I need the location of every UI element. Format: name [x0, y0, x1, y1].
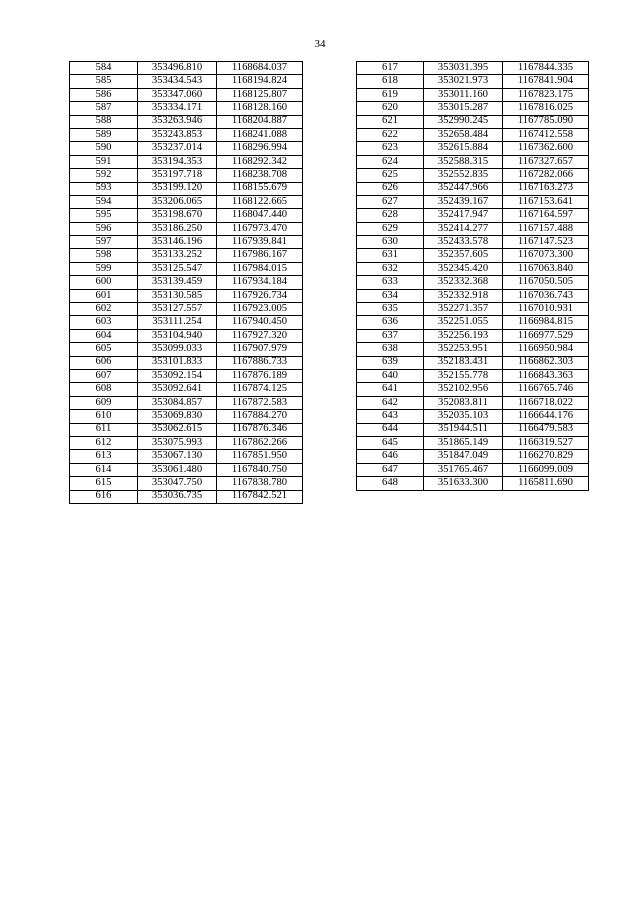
point-number-cell: 605: [70, 343, 138, 356]
point-number-cell: 640: [357, 369, 424, 382]
y-coordinate-cell: 1166862.303: [503, 356, 589, 369]
y-coordinate-cell: 1168296.994: [217, 142, 303, 155]
point-number-cell: 598: [70, 249, 138, 262]
x-coordinate-cell: 352332.368: [424, 276, 503, 289]
x-coordinate-cell: 353434.543: [138, 75, 217, 88]
point-number-cell: 626: [357, 182, 424, 195]
x-coordinate-cell: 352345.420: [424, 262, 503, 275]
x-coordinate-cell: 352414.277: [424, 222, 503, 235]
y-coordinate-cell: 1165811.690: [503, 477, 589, 490]
point-number-cell: 625: [357, 169, 424, 182]
table-row: [357, 276, 589, 289]
x-coordinate-cell: 353206.065: [138, 195, 217, 208]
point-number-cell: 599: [70, 262, 138, 275]
y-coordinate-cell: 1167907.979: [217, 343, 303, 356]
table-row: [357, 155, 589, 168]
table-row: [70, 88, 303, 101]
point-number-cell: 607: [70, 369, 138, 382]
point-number-cell: 642: [357, 396, 424, 409]
y-coordinate-cell: 1167927.320: [217, 329, 303, 342]
x-coordinate-cell: 353061.480: [138, 463, 217, 476]
table-row: [357, 289, 589, 302]
y-coordinate-cell: 1167986.167: [217, 249, 303, 262]
table-row: [70, 195, 303, 208]
point-number-cell: 606: [70, 356, 138, 369]
point-number-cell: 619: [357, 88, 424, 101]
table-row: [357, 410, 589, 423]
x-coordinate-cell: 353139.459: [138, 276, 217, 289]
x-coordinate-cell: 352433.578: [424, 236, 503, 249]
y-coordinate-cell: 1166718.022: [503, 396, 589, 409]
table-row: [357, 450, 589, 463]
table-row: [70, 316, 303, 329]
point-number-cell: 602: [70, 303, 138, 316]
y-coordinate-cell: 1168128.160: [217, 102, 303, 115]
table-row: [357, 222, 589, 235]
table-row: [357, 236, 589, 249]
y-coordinate-cell: 1167073.300: [503, 249, 589, 262]
x-coordinate-cell: 353347.060: [138, 88, 217, 101]
x-coordinate-cell: 352256.193: [424, 329, 503, 342]
y-coordinate-cell: 1167362.600: [503, 142, 589, 155]
point-number-cell: 597: [70, 236, 138, 249]
x-coordinate-cell: 352102.956: [424, 383, 503, 396]
x-coordinate-cell: 353146.196: [138, 236, 217, 249]
y-coordinate-cell: 1167973.470: [217, 222, 303, 235]
point-number-cell: 612: [70, 436, 138, 449]
point-number-cell: 593: [70, 182, 138, 195]
point-number-cell: 622: [357, 128, 424, 141]
point-number-cell: 613: [70, 450, 138, 463]
table-row: [70, 249, 303, 262]
x-coordinate-cell: 353036.735: [138, 490, 217, 503]
point-number-cell: 592: [70, 169, 138, 182]
y-coordinate-cell: 1166319.527: [503, 436, 589, 449]
y-coordinate-cell: 1168194.824: [217, 75, 303, 88]
table-row: [70, 490, 303, 503]
x-coordinate-cell: 353186.250: [138, 222, 217, 235]
table-row: [70, 102, 303, 115]
page-number: 34: [314, 38, 326, 50]
point-number-cell: 636: [357, 316, 424, 329]
table-row: [357, 169, 589, 182]
y-coordinate-cell: 1167886.733: [217, 356, 303, 369]
y-coordinate-cell: 1166099.009: [503, 463, 589, 476]
x-coordinate-cell: 352083.811: [424, 396, 503, 409]
table-row: [70, 222, 303, 235]
point-number-cell: 629: [357, 222, 424, 235]
point-number-cell: 632: [357, 262, 424, 275]
y-coordinate-cell: 1166950.984: [503, 343, 589, 356]
y-coordinate-cell: 1167163.273: [503, 182, 589, 195]
point-number-cell: 608: [70, 383, 138, 396]
table-row: [357, 182, 589, 195]
point-number-cell: 585: [70, 75, 138, 88]
y-coordinate-cell: 1167876.189: [217, 369, 303, 382]
y-coordinate-cell: 1167874.125: [217, 383, 303, 396]
y-coordinate-cell: 1167063.840: [503, 262, 589, 275]
y-coordinate-cell: 1167816.025: [503, 102, 589, 115]
y-coordinate-cell: 1167164.597: [503, 209, 589, 222]
x-coordinate-cell: 353199.120: [138, 182, 217, 195]
table-row: [357, 128, 589, 141]
x-coordinate-cell: 353067.130: [138, 450, 217, 463]
point-number-cell: 601: [70, 289, 138, 302]
point-number-cell: 627: [357, 195, 424, 208]
point-number-cell: 639: [357, 356, 424, 369]
point-number-cell: 616: [70, 490, 138, 503]
x-coordinate-cell: 353243.853: [138, 128, 217, 141]
y-coordinate-cell: 1167282.066: [503, 169, 589, 182]
y-coordinate-cell: 1167934.184: [217, 276, 303, 289]
x-coordinate-cell: 351944.511: [424, 423, 503, 436]
y-coordinate-cell: 1167876.346: [217, 423, 303, 436]
x-coordinate-cell: 353198.670: [138, 209, 217, 222]
y-coordinate-cell: 1167838.780: [217, 477, 303, 490]
table-row: [357, 383, 589, 396]
y-coordinate-cell: 1166984.815: [503, 316, 589, 329]
point-number-cell: 637: [357, 329, 424, 342]
table-row: [357, 477, 589, 490]
point-number-cell: 590: [70, 142, 138, 155]
table-row: [70, 450, 303, 463]
table-row: [357, 463, 589, 476]
point-number-cell: 641: [357, 383, 424, 396]
point-number-cell: 623: [357, 142, 424, 155]
x-coordinate-cell: 353084.857: [138, 396, 217, 409]
x-coordinate-cell: 352588.315: [424, 155, 503, 168]
x-coordinate-cell: 353194.353: [138, 155, 217, 168]
x-coordinate-cell: 353125.547: [138, 262, 217, 275]
table-row: [357, 316, 589, 329]
table-row: [357, 369, 589, 382]
x-coordinate-cell: 352990.245: [424, 115, 503, 128]
y-coordinate-cell: 1167851.950: [217, 450, 303, 463]
y-coordinate-cell: 1167842.521: [217, 490, 303, 503]
point-number-cell: 591: [70, 155, 138, 168]
point-number-cell: 630: [357, 236, 424, 249]
table-row: [70, 142, 303, 155]
table-row: [357, 343, 589, 356]
table-row: [70, 369, 303, 382]
point-number-cell: 648: [357, 477, 424, 490]
point-number-cell: 603: [70, 316, 138, 329]
point-number-cell: 638: [357, 343, 424, 356]
x-coordinate-cell: 353133.252: [138, 249, 217, 262]
table-row: [357, 88, 589, 101]
table-row: [357, 195, 589, 208]
point-number-cell: 647: [357, 463, 424, 476]
x-coordinate-cell: 351633.300: [424, 477, 503, 490]
point-number-cell: 645: [357, 436, 424, 449]
y-coordinate-cell: 1167785.090: [503, 115, 589, 128]
y-coordinate-cell: 1167923.005: [217, 303, 303, 316]
x-coordinate-cell: 353031.395: [424, 62, 503, 75]
y-coordinate-cell: 1166479.583: [503, 423, 589, 436]
x-coordinate-cell: 352271.357: [424, 303, 503, 316]
y-coordinate-cell: 1167984.015: [217, 262, 303, 275]
table-row: [70, 329, 303, 342]
x-coordinate-cell: 353237.014: [138, 142, 217, 155]
point-number-cell: 589: [70, 128, 138, 141]
table-row: [70, 343, 303, 356]
y-coordinate-cell: 1167153.641: [503, 195, 589, 208]
y-coordinate-cell: 1167862.266: [217, 436, 303, 449]
x-coordinate-cell: 353127.557: [138, 303, 217, 316]
table-row: [70, 182, 303, 195]
point-number-cell: 600: [70, 276, 138, 289]
table-row: [70, 356, 303, 369]
point-number-cell: 634: [357, 289, 424, 302]
table-row: [357, 62, 589, 75]
table-row: [357, 102, 589, 115]
x-coordinate-cell: 352417.947: [424, 209, 503, 222]
point-number-cell: 595: [70, 209, 138, 222]
x-coordinate-cell: 353263.946: [138, 115, 217, 128]
x-coordinate-cell: 352251.055: [424, 316, 503, 329]
point-number-cell: 643: [357, 410, 424, 423]
x-coordinate-cell: 353021.973: [424, 75, 503, 88]
table-row: [70, 276, 303, 289]
point-number-cell: 617: [357, 62, 424, 75]
x-coordinate-cell: 352357.605: [424, 249, 503, 262]
x-coordinate-cell: 352439.167: [424, 195, 503, 208]
x-coordinate-cell: 353496.810: [138, 62, 217, 75]
point-number-cell: 586: [70, 88, 138, 101]
coordinates-table-left: [69, 61, 303, 504]
x-coordinate-cell: 353099.033: [138, 343, 217, 356]
y-coordinate-cell: 1166843.363: [503, 369, 589, 382]
y-coordinate-cell: 1167926.734: [217, 289, 303, 302]
point-number-cell: 646: [357, 450, 424, 463]
table-row: [357, 303, 589, 316]
y-coordinate-cell: 1167036.743: [503, 289, 589, 302]
table-row: [70, 423, 303, 436]
y-coordinate-cell: 1166644.176: [503, 410, 589, 423]
point-number-cell: 624: [357, 155, 424, 168]
x-coordinate-cell: 353015.287: [424, 102, 503, 115]
point-number-cell: 588: [70, 115, 138, 128]
point-number-cell: 615: [70, 477, 138, 490]
point-number-cell: 609: [70, 396, 138, 409]
x-coordinate-cell: 352183.431: [424, 356, 503, 369]
point-number-cell: 621: [357, 115, 424, 128]
x-coordinate-cell: 352552.835: [424, 169, 503, 182]
x-coordinate-cell: 353130.585: [138, 289, 217, 302]
point-number-cell: 587: [70, 102, 138, 115]
table-row: [357, 209, 589, 222]
x-coordinate-cell: 352035.103: [424, 410, 503, 423]
table-row: [357, 142, 589, 155]
table-row: [357, 436, 589, 449]
table-row: [357, 356, 589, 369]
y-coordinate-cell: 1167050.505: [503, 276, 589, 289]
y-coordinate-cell: 1167939.841: [217, 236, 303, 249]
x-coordinate-cell: 351847.049: [424, 450, 503, 463]
y-coordinate-cell: 1168292.342: [217, 155, 303, 168]
x-coordinate-cell: 353197.718: [138, 169, 217, 182]
table-row: [70, 303, 303, 316]
table-row: [70, 262, 303, 275]
x-coordinate-cell: 353111.254: [138, 316, 217, 329]
x-coordinate-cell: 352658.484: [424, 128, 503, 141]
y-coordinate-cell: 1168122.665: [217, 195, 303, 208]
y-coordinate-cell: 1168684.037: [217, 62, 303, 75]
point-number-cell: 628: [357, 209, 424, 222]
table-row: [70, 209, 303, 222]
table-row: [357, 329, 589, 342]
y-coordinate-cell: 1167841.904: [503, 75, 589, 88]
point-number-cell: 620: [357, 102, 424, 115]
point-number-cell: 596: [70, 222, 138, 235]
y-coordinate-cell: 1167010.931: [503, 303, 589, 316]
x-coordinate-cell: 353075.993: [138, 436, 217, 449]
table-row: [357, 423, 589, 436]
x-coordinate-cell: 351765.467: [424, 463, 503, 476]
y-coordinate-cell: 1167844.335: [503, 62, 589, 75]
x-coordinate-cell: 353092.154: [138, 369, 217, 382]
point-number-cell: 633: [357, 276, 424, 289]
table-row: [70, 410, 303, 423]
table-row: [70, 155, 303, 168]
x-coordinate-cell: 352253.951: [424, 343, 503, 356]
x-coordinate-cell: 353101.833: [138, 356, 217, 369]
table-row: [70, 236, 303, 249]
y-coordinate-cell: 1167412.558: [503, 128, 589, 141]
table-row: [70, 62, 303, 75]
point-number-cell: 594: [70, 195, 138, 208]
x-coordinate-cell: 353062.615: [138, 423, 217, 436]
table-row: [70, 128, 303, 141]
y-coordinate-cell: 1167872.583: [217, 396, 303, 409]
x-coordinate-cell: 353069.830: [138, 410, 217, 423]
x-coordinate-cell: 352155.778: [424, 369, 503, 382]
x-coordinate-cell: 352332.918: [424, 289, 503, 302]
y-coordinate-cell: 1166270.829: [503, 450, 589, 463]
y-coordinate-cell: 1168047.440: [217, 209, 303, 222]
y-coordinate-cell: 1167823.175: [503, 88, 589, 101]
table-row: [70, 289, 303, 302]
y-coordinate-cell: 1167884.270: [217, 410, 303, 423]
point-number-cell: 614: [70, 463, 138, 476]
point-number-cell: 635: [357, 303, 424, 316]
x-coordinate-cell: 353334.171: [138, 102, 217, 115]
x-coordinate-cell: 351865.149: [424, 436, 503, 449]
coordinates-table-right: [356, 61, 589, 491]
y-coordinate-cell: 1167940.450: [217, 316, 303, 329]
table-row: [70, 383, 303, 396]
y-coordinate-cell: 1167147.523: [503, 236, 589, 249]
point-number-cell: 644: [357, 423, 424, 436]
y-coordinate-cell: 1166977.529: [503, 329, 589, 342]
x-coordinate-cell: 353047.750: [138, 477, 217, 490]
x-coordinate-cell: 353104.940: [138, 329, 217, 342]
table-row: [70, 169, 303, 182]
x-coordinate-cell: 352615.884: [424, 142, 503, 155]
table-row: [70, 477, 303, 490]
table-row: [70, 463, 303, 476]
point-number-cell: 610: [70, 410, 138, 423]
x-coordinate-cell: 353011.160: [424, 88, 503, 101]
point-number-cell: 631: [357, 249, 424, 262]
y-coordinate-cell: 1167327.657: [503, 155, 589, 168]
y-coordinate-cell: 1168125.807: [217, 88, 303, 101]
y-coordinate-cell: 1168241.088: [217, 128, 303, 141]
point-number-cell: 611: [70, 423, 138, 436]
x-coordinate-cell: 353092.641: [138, 383, 217, 396]
x-coordinate-cell: 352447.966: [424, 182, 503, 195]
y-coordinate-cell: 1167157.488: [503, 222, 589, 235]
table-row: [357, 396, 589, 409]
y-coordinate-cell: 1168204.887: [217, 115, 303, 128]
table-row: [70, 396, 303, 409]
table-row: [357, 249, 589, 262]
table-row: [70, 436, 303, 449]
y-coordinate-cell: 1167840.750: [217, 463, 303, 476]
table-row: [70, 115, 303, 128]
table-row: [357, 75, 589, 88]
point-number-cell: 584: [70, 62, 138, 75]
y-coordinate-cell: 1168155.679: [217, 182, 303, 195]
y-coordinate-cell: 1168238.708: [217, 169, 303, 182]
table-row: [357, 262, 589, 275]
point-number-cell: 618: [357, 75, 424, 88]
y-coordinate-cell: 1166765.746: [503, 383, 589, 396]
point-number-cell: 604: [70, 329, 138, 342]
table-row: [357, 115, 589, 128]
table-row: [70, 75, 303, 88]
